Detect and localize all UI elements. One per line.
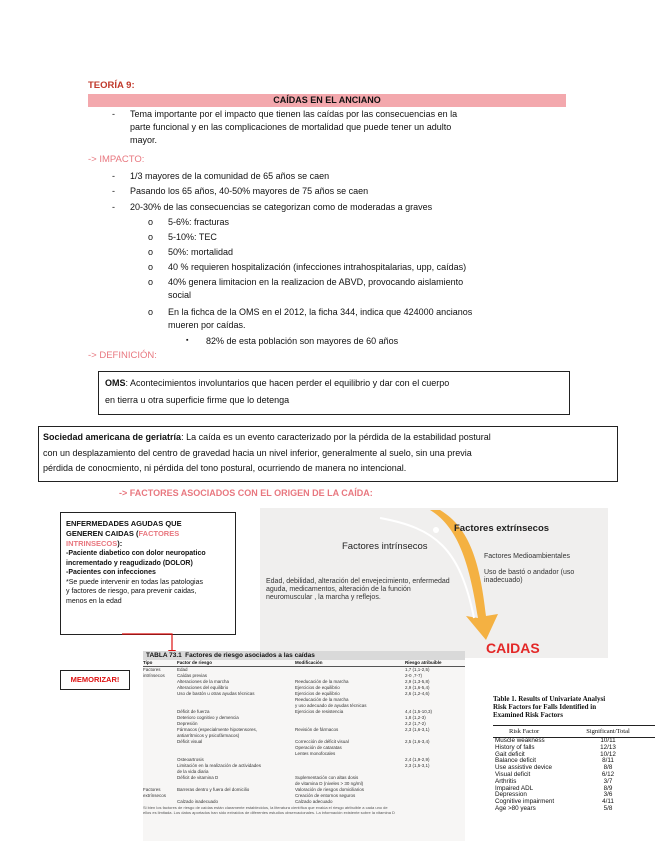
table-cell: 1,8 (1,2-3) (405, 715, 426, 720)
sub-item: 40 % requieren hospitalización (infecciones intrahospitalarias, upp, caídas) (168, 262, 467, 272)
risk-table-title: Risk Factors for Falls Identified in (493, 703, 597, 711)
enf-heading: INTRINSECOS): (66, 539, 123, 548)
sub-bullet: o (148, 217, 154, 227)
sub-item: En la fichca de la OMS en el 2012, la ficha 344, indica que 424000 ancianos (168, 307, 473, 317)
extrinsecos-title: Factores extrínsecos (454, 523, 550, 534)
table-cell: 2,6 (1,2-4,6) (405, 691, 430, 696)
table-cell: 2,3 (1,5-3,1) (405, 763, 430, 768)
risk-factor: Balance deficit (495, 757, 536, 765)
section-heading-definicion: -> DEFINICIÓN: (88, 350, 157, 361)
risk-factor: Gait deficit (495, 750, 525, 758)
oms-label: OMS (105, 378, 126, 388)
oms-definition-box (98, 371, 570, 415)
sub-bullet: o (148, 277, 154, 287)
risk-ratio: 12/13 (600, 743, 616, 751)
table-cell: Ejercicios de resistencia (295, 709, 344, 714)
caidas-label: CAIDAS (486, 640, 540, 656)
table-cell: de vitamina D (niveles > 30 ng/ml) (295, 781, 364, 786)
table-cell: Barreras dentro y fuera del domicilio (177, 787, 250, 792)
enf-item: -Pacientes con infecciones (66, 569, 156, 576)
table-cell: 1,7 (1,1-2,5) (405, 667, 430, 672)
risk-factor: Cognitive impairment (495, 798, 555, 806)
risk-factor: Muscle weakness (495, 737, 545, 744)
table-cell: antiarrítmicos y psicofármacos) (177, 733, 240, 738)
risk-factor: Arthritis (495, 777, 517, 785)
enf-heading: GENEREN CAIDAS (FACTORES (66, 529, 180, 538)
table-cell: Valoración de riesgos domiciliarios (295, 787, 364, 792)
oms-text: : Acontecimientos involuntarios que hacen perder el equilibrio y dar con el cuerpo (125, 378, 450, 388)
table-cell: y uso adecuado de ayudas técnicas (295, 703, 367, 708)
table-cell: Déficit de fuerza (177, 709, 210, 714)
intro-line: mayor. (130, 135, 158, 145)
sub-bullet: o (148, 247, 154, 257)
risk-factor: Impaired ADL (495, 784, 534, 792)
sag-definition-box (38, 426, 618, 482)
table-column-headers: Tipo Factor de riesgo Modificación Riesgo atribuible (143, 660, 465, 667)
table-footnote: Si bien los factores de riesgo de caídas están claramente establecidos, la literatura científica que evalúa el riesgo atribuible a cada uno de (143, 805, 388, 810)
table-cell: de la vida diaria (177, 769, 209, 774)
risk-ratio: 3/7 (603, 777, 613, 785)
enf-item: menos en la edad (66, 597, 122, 605)
risk-ratio: 6/12 (601, 770, 615, 778)
table-cell: Alteraciones del equilibrio (177, 685, 229, 690)
list-dash: - (112, 202, 115, 212)
table-cell: 2,3 (1,6-3,1) (405, 727, 430, 732)
intrinsecos-desc: neuromuscular , la marcha y reflejos. (266, 594, 381, 601)
table-cell: extrínsecos (143, 793, 167, 798)
table-cell: Corrección de déficit visual (295, 739, 349, 744)
table-cell: Operación de cataratas (295, 745, 342, 750)
risk-ratio: 5/8 (603, 804, 613, 812)
risk-ratio: 3/6 (603, 791, 613, 799)
table-cell: Factores (143, 787, 161, 792)
risk-ratio: 10/12 (600, 750, 616, 758)
univariate-risk-table (493, 695, 655, 813)
table-cell: Uso de bastón u otras ayudas técnicas (177, 691, 255, 696)
table-cell: Caídas previas (177, 673, 208, 678)
section-heading-impacto: -> IMPACTO: (88, 154, 145, 165)
risk-factor: Visual deficit (495, 770, 531, 778)
sag-text: : La caída es un evento caracterizado por la pérdida de la estabilidad postural (181, 432, 491, 442)
sub-item: mueren por caídas. (168, 320, 246, 330)
sag-text: con un desplazamiento del centro de gravedad hacia un nivel inferior, generalmente al suelo, sin una previa (43, 448, 472, 458)
intro-line: parte funcional y en las complicaciones de mortalidad que puede tener un adulto (130, 122, 452, 132)
table-cell: Ejercicios de equilibrio (295, 691, 340, 696)
risk-table-title: Table 1. Results of Univariate Analysi (493, 695, 606, 703)
risk-row (493, 806, 655, 813)
risk-table-body (493, 738, 655, 813)
risk-factor: Age >80 years (495, 804, 536, 812)
sub-item: social (168, 290, 192, 300)
risk-factor: Use assistive device (495, 764, 553, 772)
table-cell: 2,9 (1,3-5,8) (405, 679, 430, 684)
banner-title: CAÍDAS EN EL ANCIANO (273, 95, 381, 105)
baston-label: Uso de bastó o andador (uso (484, 569, 575, 576)
table-cell: 2,5 (1,6-3,4) (405, 739, 430, 744)
table-cell: Calzado adecuado (295, 799, 333, 804)
table-cell: 4,4 (1,5-10,3) (405, 709, 433, 714)
table-cell: Déficit visual (177, 739, 203, 744)
topic-banner (88, 94, 566, 107)
risk-ratio: 8/8 (603, 764, 613, 772)
enf-item: -Paciente diabetico con dolor neuropatico (66, 550, 206, 557)
enf-heading: ENFERMEDADES AGUDAS QUE (66, 519, 182, 528)
risk-ratio: 4/11 (602, 798, 614, 806)
intrinsecos-desc: Edad, debilidad, alteración del envejecimiento, enfermedad (266, 578, 450, 585)
risk-factor: History of falls (495, 743, 535, 751)
table-cell: Suplementación con altas dosis (295, 775, 359, 780)
theory-title: TEORÍA 9: (88, 80, 135, 91)
sub-bullet: o (148, 262, 154, 272)
table-cell: intrínsecos (143, 673, 165, 678)
square-bullet: ▪ (186, 337, 189, 344)
table-cell: Osteoartrosis (177, 757, 204, 762)
oms-line (105, 377, 449, 390)
table-cell: Fármacos (especialmente hipotensores, (177, 727, 258, 732)
table-footnote: ellos es limitada. Los datos aportados han sido extraídos de diferentes estudios observacionales. La información existente sobre la vitamina D (143, 810, 395, 815)
sub-item: 40% genera limitacion en la realizacion de ABVD, provocando aislamiento (168, 277, 464, 287)
intro-dash: - (112, 109, 115, 119)
table-cell (405, 799, 461, 805)
list-item: Pasando los 65 años, 40-50% mayores de 75 años se caen (130, 186, 369, 196)
intrinsecos-desc: aguda, medicamentos, alteración de la función (266, 586, 411, 593)
enfermedades-box (60, 512, 236, 635)
memorizar-label: MEMORIZAR! (60, 670, 130, 690)
list-item: 20-30% de las consecuencias se categorizan como de moderadas a graves (130, 202, 433, 212)
sag-label: Sociedad americana de geriatría (43, 432, 182, 442)
table-cell: 2,2 (1,7-2) (405, 721, 426, 726)
risk-ratio: 8/9 (603, 784, 613, 792)
table-cell: Reeducación de la marcha (295, 679, 349, 684)
sub-bullet: o (148, 307, 154, 317)
risk-ratio: 8/11 (602, 757, 614, 765)
table-cell: Deterioro cognitivo y demencia (177, 715, 239, 720)
risk-factor: Depression (495, 791, 527, 799)
enf-item: *Se puede intervenir en todas las patologias (66, 578, 203, 586)
risk-table-header: Risk Factor Significant/Total (493, 725, 655, 738)
table-cell: 2,9 (1,6-5,4) (405, 685, 430, 690)
risk-factor-table (143, 651, 465, 841)
intrinsecos-title: Factores intrínsecos (342, 541, 428, 552)
table-cell: Revisión de fármacos (295, 727, 339, 732)
baston-label: inadecuado) (484, 577, 523, 584)
list-dash: - (112, 171, 115, 181)
risk-ratio: 10/11 (600, 737, 616, 744)
sag-text: pérdida de conocmiento, ni pérdida del tono postural, ocurriendo de manera no intencional. (43, 463, 407, 473)
table-cell: Factores (143, 667, 161, 672)
enf-item: y factores de riesgo, para prevenir caidas, (66, 588, 197, 595)
table-cell: Alteraciones de la marcha (177, 679, 230, 684)
table-cell: Déficit de vitamina D (177, 775, 219, 780)
sub-bullet: o (148, 232, 154, 242)
list-dash: - (112, 186, 115, 196)
table-cell: 2-0 ,7-7) (405, 673, 423, 678)
table-body (143, 667, 465, 805)
oms-text: en tierra u otra superficie firme que lo detenga (105, 395, 290, 405)
enf-item: incrementado y reagudizado (DOLOR) (66, 559, 193, 567)
table-header-bar: TABLA 73.1 Factores de riesgo asociados a las caídas (143, 651, 465, 660)
table-cell: Reeducación de la marcha (295, 697, 349, 702)
table-cell: Lentes monofocales (295, 751, 336, 756)
table-cell: Depresión (177, 721, 198, 726)
risk-row (493, 772, 655, 779)
risk-table-title: Examined Risk Factors (493, 711, 563, 719)
table-cell: 2,4 (1,9-2,9) (405, 757, 430, 762)
list-item: 1/3 mayores de la comunidad de 65 años se caen (130, 171, 330, 181)
intro-line: Tema importante por el impacto que tienen las caídas por las consecuencias en la (130, 109, 458, 119)
factors-figure (260, 508, 608, 658)
sub-sub-item: 82% de esta población son mayores de 60 años (206, 336, 399, 346)
table-cell: Edad (177, 667, 188, 672)
sag-line (43, 431, 491, 444)
sub-item: 5-6%: fracturas (168, 217, 230, 227)
sub-item: 5-10%: TEC (168, 232, 217, 242)
table-cell: Ejercicios de equilibrio (295, 685, 340, 690)
table-cell: Calzado inadecuado (177, 799, 219, 804)
table-cell: Creación de entornos seguros (295, 793, 356, 798)
section-heading-factores: -> FACTORES ASOCIADOS CON EL ORIGEN DE LA CAÍDA: (119, 488, 373, 498)
table-cell: Limitación en la realización de actividades (177, 763, 262, 768)
sub-item: 50%: mortalidad (168, 247, 234, 257)
medioambientales-label: Factores Medioambientales (484, 553, 570, 560)
